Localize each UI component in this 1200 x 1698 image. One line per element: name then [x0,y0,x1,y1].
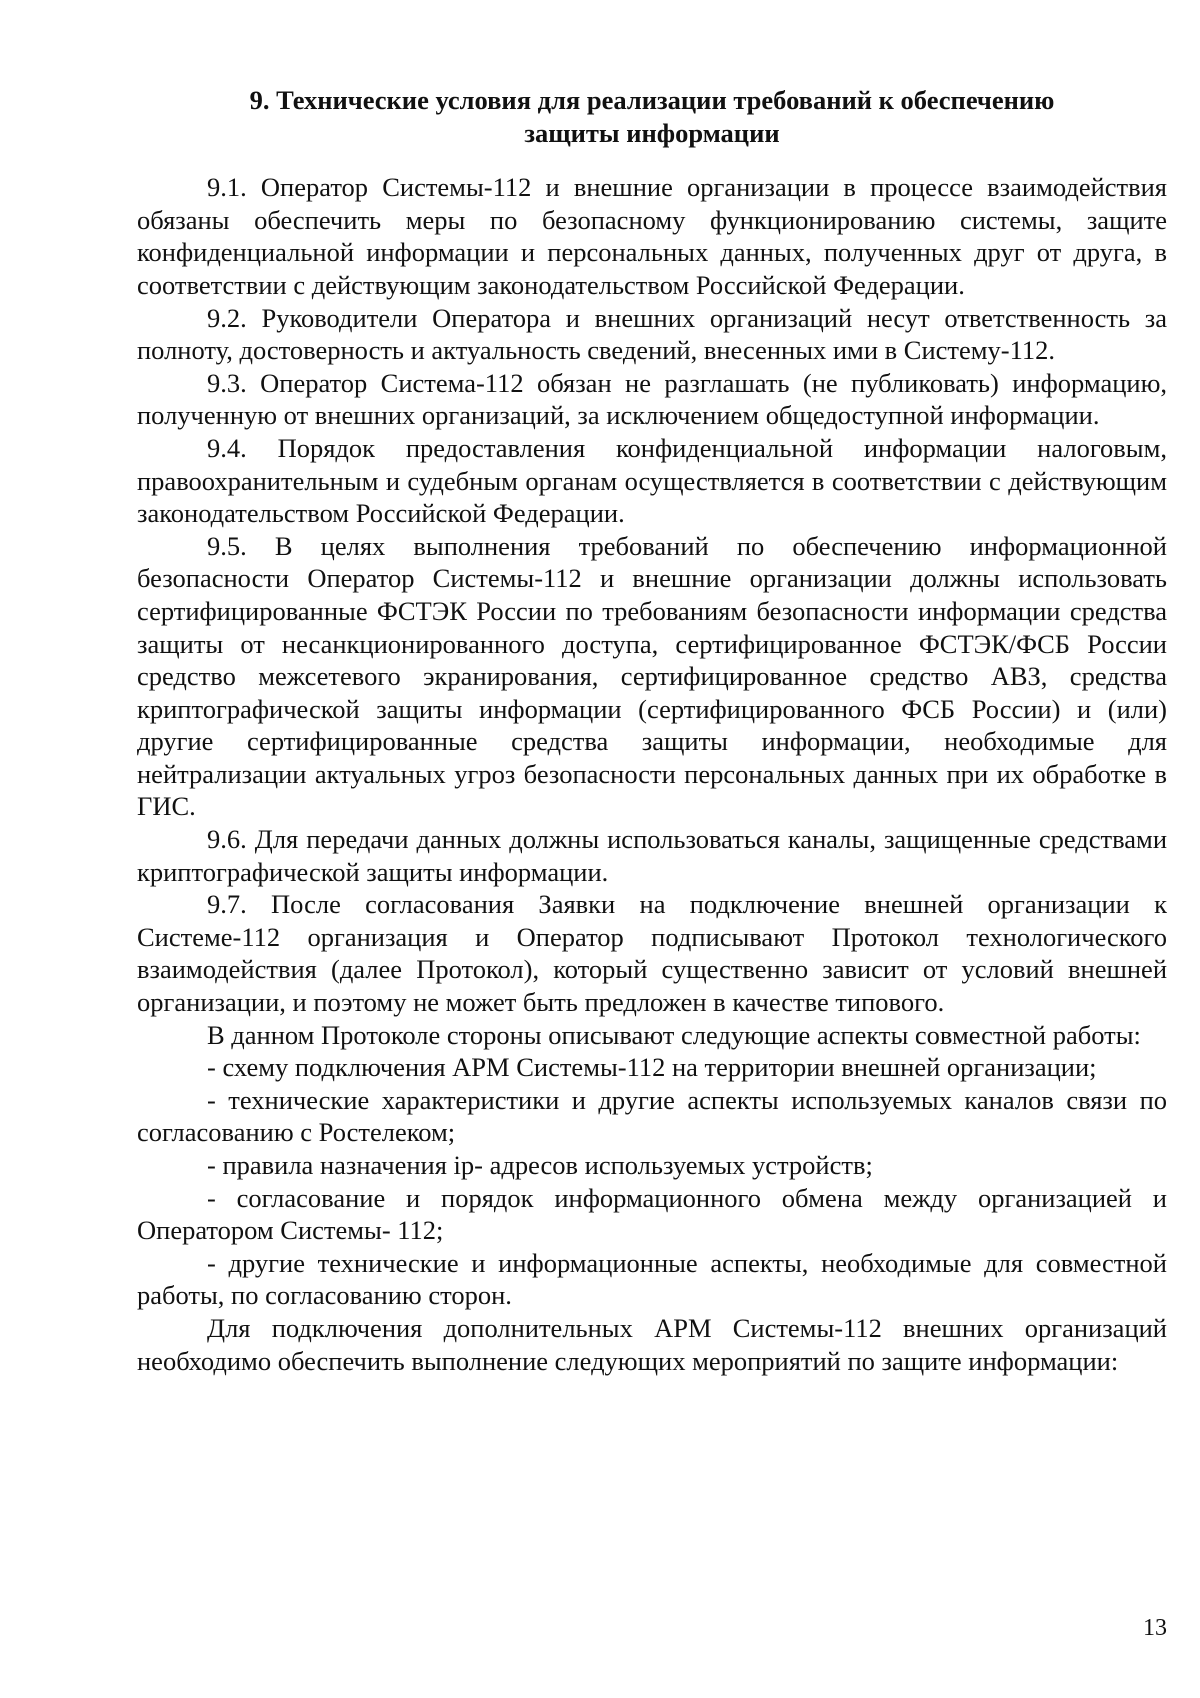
paragraph-9-3: 9.3. Оператор Система-112 обязан не разглашать (не публиковать) информацию, полученную от внешних организаций, за исключением общедоступной информации. [137,367,1167,431]
paragraph-9-5: 9.5. В целях выполнения требований по обеспечению информационной безопасности Оператор Системы-112 и внешние организации должны использовать сертифицированные ФСТЭК России по требованиям безопасности информации средства защиты от несанкционированного доступа, сертифицированное ФСТЭК/ФСБ России средство межсетевого экранирования, сертифицированное средство АВЗ, средства криптографической защиты информации (сертифицированного ФСБ России) и (или) другие сертифицированные средства защиты информации, необходимые для нейтрализации актуальных угроз безопасности персональных данных при их обработке в ГИС. [137,530,1167,822]
page-number: 13 [1143,1615,1167,1641]
closing-paragraph: Для подключения дополнительных АРМ Системы-112 внешних организаций необходимо обеспечить выполнение следующих мероприятий по защите информации: [137,1312,1167,1376]
document-body [137,84,1167,1377]
paragraph-9-2: 9.2. Руководители Оператора и внешних организаций несут ответственность за полноту, достоверность и актуальность сведений, внесенных ими в Систему-112. [137,302,1167,366]
paragraph-9-4: 9.4. Порядок предоставления конфиденциальной информации налоговым, правоохранительным и судебным органам осуществляется в соответствии с действующим законодательством Российской Федерации. [137,432,1167,529]
paragraph-9-6: 9.6. Для передачи данных должны использоваться каналы, защищенные средствами криптографической защиты информации. [137,824,1167,887]
paragraph-protocol-aspects: В данном Протоколе стороны описывают следующие аспекты совместной работы: [207,1019,1141,1050]
list-item: - согласование и порядок информационного обмена между организацией и Оператором Системы- 112; [137,1182,1167,1246]
list-item: - правила назначения ip- адресов используемых устройств; [207,1150,873,1180]
section-heading [137,84,1167,149]
paragraph-9-7: 9.7. После согласования Заявки на подключение внешней организации к Системе-112 организация и Оператор подписывают Протокол технологического взаимодействия (далее Протокол), который существенно зависит от условий внешней организации, и поэтому не может быть предложен в качестве типового. [137,889,1167,1018]
section-heading-line-2: защиты информации [524,117,780,148]
list-item: - схему подключения АРМ Системы-112 на территории внешней организации; [207,1052,1097,1083]
section-heading-line-1: 9. Технические условия для реализации требований к обеспечению [249,85,1055,115]
list-item: - другие технические и информационные аспекты, необходимые для совместной работы, по согласованию сторон. [137,1247,1167,1311]
paragraph-9-1: 9.1. Оператор Системы-112 и внешние организации в процессе взаимодействия обязаны обеспечить меры по безопасному функционированию системы, защите конфиденциальной информации и персональных данных, полученных друг от друга, в соответствии с действующим законодательством Российской Федерации. [137,172,1167,300]
list-item: - технические характеристики и другие аспекты используемых каналов связи по согласованию с Ростелеком; [137,1084,1167,1148]
